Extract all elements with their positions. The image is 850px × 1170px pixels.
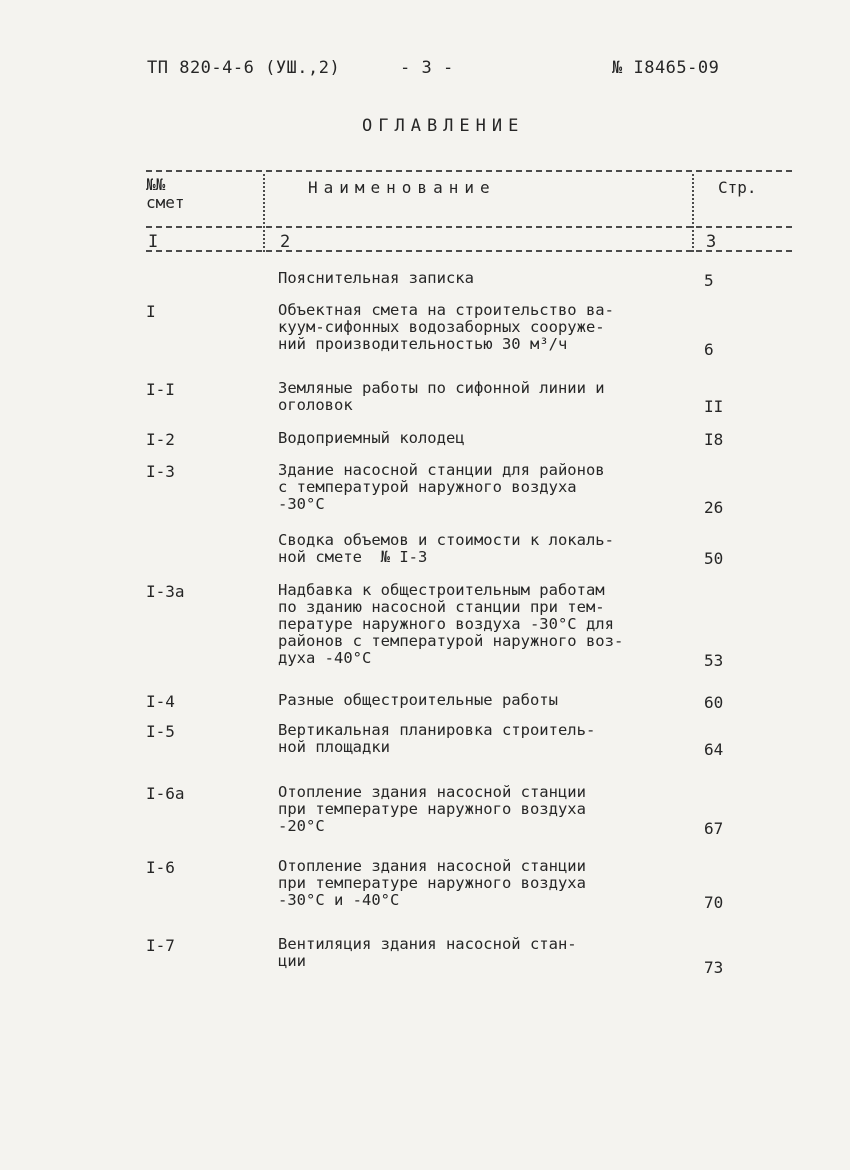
row-code: I-7 — [146, 936, 175, 955]
row-name-line: Надбавка к общестроительным работам — [278, 581, 605, 599]
row-name-line: при температуре наружного воздуха — [278, 800, 586, 818]
row-page: 60 — [704, 693, 724, 712]
row-code: I-6 — [146, 858, 175, 877]
row-code: I — [146, 302, 156, 321]
column-index-1: I — [148, 232, 159, 252]
row-name-line: Вертикальная планировка строитель- — [278, 721, 596, 739]
row-page: 64 — [704, 740, 724, 759]
row-page: 70 — [704, 893, 724, 912]
row-page: 5 — [704, 271, 714, 290]
table-top-rule — [146, 170, 792, 172]
row-name — [278, 722, 678, 756]
column-header-name: Наименование — [308, 178, 496, 197]
row-page: 53 — [704, 651, 724, 670]
row-name — [278, 692, 678, 709]
row-name-line: Разные общестроительные работы — [278, 691, 558, 709]
row-name-line: ной площадки — [278, 738, 390, 756]
header-doc-code: ТП 820-4-6 (УШ.,2) — [147, 58, 341, 78]
row-name-line: районов с температурой наружного воз- — [278, 632, 624, 650]
column-index-2: 2 — [280, 232, 291, 252]
table-header-rule — [146, 226, 792, 228]
row-name — [278, 784, 678, 835]
row-code: I-3 — [146, 462, 175, 481]
row-code: I-5 — [146, 722, 175, 741]
row-name-line: -30°С и -40°С — [278, 891, 400, 909]
row-name-line: куум-сифонных водозаборных сооруже- — [278, 318, 605, 336]
row-name-line: ной смете № I-3 — [278, 548, 428, 566]
row-page: II — [704, 397, 724, 416]
row-page: 50 — [704, 549, 724, 568]
row-name-line: ний производительностью 30 м³/ч — [278, 335, 568, 353]
row-name-line: Земляные работы по сифонной линии и — [278, 379, 605, 397]
row-name-line: Водоприемный колодец — [278, 429, 465, 447]
row-page: 26 — [704, 498, 724, 517]
row-name-line: Пояснительная записка — [278, 269, 474, 287]
header-doc-number: № I8465-09 — [612, 58, 720, 78]
row-name — [278, 380, 678, 414]
row-code: I-6а — [146, 784, 185, 803]
row-name — [278, 270, 678, 287]
row-name-line: при температуре наружного воздуха — [278, 874, 586, 892]
column-header-number-sub: смет — [146, 193, 185, 212]
row-name-line: пературе наружного воздуха -30°С для — [278, 615, 614, 633]
row-name-line: Отопление здания насосной станции — [278, 857, 586, 875]
row-name — [278, 582, 678, 667]
row-name-line: с температурой наружного воздуха — [278, 478, 577, 496]
table-index-rule — [146, 250, 792, 252]
row-page: 67 — [704, 819, 724, 838]
row-name — [278, 462, 678, 513]
column-index-3: 3 — [706, 232, 717, 252]
row-name-line: оголовок — [278, 396, 353, 414]
row-name-line: Здание насосной станции для районов — [278, 461, 605, 479]
row-name-line: по зданию насосной станции при тем- — [278, 598, 605, 616]
row-code: I-I — [146, 380, 175, 399]
row-name-line: духа -40°С — [278, 649, 372, 667]
page-title: ОГЛАВЛЕНИЕ — [362, 116, 525, 136]
column-header-page: Стр. — [718, 178, 757, 197]
row-name — [278, 858, 678, 909]
row-name-line: Объектная смета на строительство ва- — [278, 301, 614, 319]
column-header-number: №№ — [146, 175, 166, 194]
column-separator-1 — [263, 174, 265, 252]
row-page: I8 — [704, 430, 724, 449]
row-name — [278, 532, 678, 566]
row-name-line: Сводка объемов и стоимости к локаль- — [278, 531, 614, 549]
row-name-line: -20°С — [278, 817, 325, 835]
row-name — [278, 936, 678, 970]
row-code: I-4 — [146, 692, 175, 711]
row-page: 6 — [704, 340, 714, 359]
row-name-line: Вентиляция здания насосной стан- — [278, 935, 577, 953]
column-separator-2 — [692, 174, 694, 252]
row-code: I-3а — [146, 582, 185, 601]
header-page-number: - 3 - — [400, 58, 454, 78]
row-name-line: Отопление здания насосной станции — [278, 783, 586, 801]
row-code: I-2 — [146, 430, 175, 449]
row-name-line: -30°С — [278, 495, 325, 513]
row-page: 73 — [704, 958, 724, 977]
row-name — [278, 430, 678, 447]
row-name-line: ции — [278, 952, 306, 970]
row-name — [278, 302, 678, 353]
